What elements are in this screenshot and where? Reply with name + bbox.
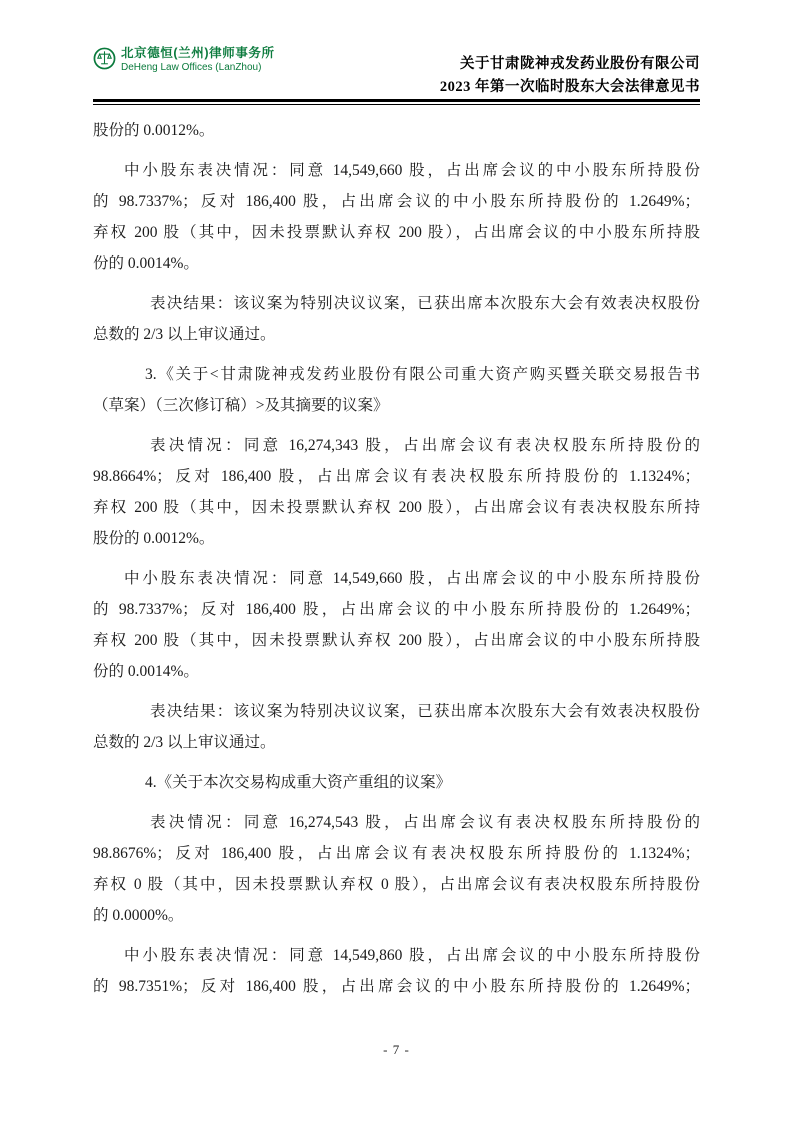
- document-title: [440, 53, 700, 99]
- text-line: 弃权 200 股（其中，因未投票默认弃权 200 股），占出席会议的中小股东所持股: [93, 224, 700, 241]
- text-line: 98.8676%；反对 186,400 股，占出席会议有表决权股东所持股份的 1.1324%；: [93, 845, 700, 862]
- page-number: - 7 -: [383, 1042, 410, 1057]
- text-line: 表决结果：该议案为特别决议议案，已获出席本次股东大会有效表决权股份: [150, 295, 700, 312]
- page-footer: [0, 1042, 793, 1058]
- text-line: 3.《关于<甘肃陇神戎发药业股份有限公司重大资产购买暨关联交易报告书: [145, 366, 700, 383]
- text-line: 的 98.7337%；反对 186,400 股，占出席会议的中小股东所持股份的 1.2649%；: [93, 601, 700, 618]
- text-line: 弃权 200 股（其中，因未投票默认弃权 200 股），占出席会议的中小股东所持股: [93, 632, 700, 649]
- text-line: 中小股东表决情况：同意 14,549,660 股，占出席会议的中小股东所持股份: [124, 162, 700, 179]
- paragraph-vote-result: [93, 288, 700, 350]
- document-body: [93, 115, 700, 1011]
- page-header: [93, 46, 700, 99]
- text-line: 股份的 0.0012%。: [93, 122, 215, 139]
- law-firm-names: [121, 46, 275, 74]
- text-line: 的 98.7351%；反对 186,400 股，占出席会议的中小股东所持股份的 1.2649%；: [93, 978, 700, 995]
- paragraph-vote-result: [93, 696, 700, 758]
- text-line: 份的 0.0014%。: [93, 663, 199, 680]
- text-line: 份的 0.0014%。: [93, 255, 199, 272]
- text-line: 中小股东表决情况：同意 14,549,860 股，占出席会议的中小股东所持股份: [124, 947, 700, 964]
- text-line: 的 0.0000%。: [93, 907, 184, 924]
- text-line: 弃权 200 股（其中，因未投票默认弃权 200 股），占出席会议有表决权股东所持: [93, 499, 700, 516]
- header-divider: [93, 99, 700, 105]
- law-firm-name-zh: 北京德恒(兰州)律师事务所: [121, 46, 275, 60]
- text-line: 表决情况：同意 16,274,543 股，占出席会议有表决权股东所持股份的: [150, 814, 700, 831]
- text-line: （草案）（三次修订稿）>及其摘要的议案》: [93, 397, 389, 414]
- text-line: 的 98.7337%；反对 186,400 股，占出席会议的中小股东所持股份的 1.2649%；: [93, 193, 700, 210]
- paragraph-vote-detail: [93, 430, 700, 554]
- text-line: 总数的 2/3 以上审议通过。: [93, 734, 276, 751]
- paragraph-minority-vote: [93, 940, 700, 1002]
- paragraph-continuation: [93, 115, 700, 146]
- text-line: 中小股东表决情况：同意 14,549,660 股，占出席会议的中小股东所持股份: [124, 570, 700, 587]
- paragraph-vote-detail: [93, 807, 700, 931]
- text-line: 总数的 2/3 以上审议通过。: [93, 326, 276, 343]
- document-title-line1: 关于甘肃陇神戎发药业股份有限公司: [460, 56, 700, 72]
- text-line: 表决情况：同意 16,274,343 股，占出席会议有表决权股东所持股份的: [150, 437, 700, 454]
- text-line: 弃权 0 股（其中，因未投票默认弃权 0 股），占出席会议有表决权股东所持股份: [93, 876, 700, 893]
- law-firm-brand: [93, 46, 275, 75]
- paragraph-minority-vote: [93, 563, 700, 687]
- paragraph-minority-vote: [93, 155, 700, 279]
- text-line: 股份的 0.0012%。: [93, 530, 215, 547]
- law-firm-name-en: DeHeng Law Offices (LanZhou): [121, 62, 262, 73]
- text-line: 表决结果：该议案为特别决议议案，已获出席本次股东大会有效表决权股份: [150, 703, 700, 720]
- text-line: 4.《关于本次交易构成重大资产重组的议案》: [145, 774, 452, 791]
- paragraph-proposal-3-title: [93, 359, 700, 421]
- deheng-logo-icon: [93, 47, 116, 75]
- text-line: 98.8664%；反对 186,400 股，占出席会议有表决权股东所持股份的 1.1324%；: [93, 468, 700, 485]
- paragraph-proposal-4-title: [93, 767, 700, 798]
- document-title-line2: 2023 年第一次临时股东大会法律意见书: [439, 79, 700, 95]
